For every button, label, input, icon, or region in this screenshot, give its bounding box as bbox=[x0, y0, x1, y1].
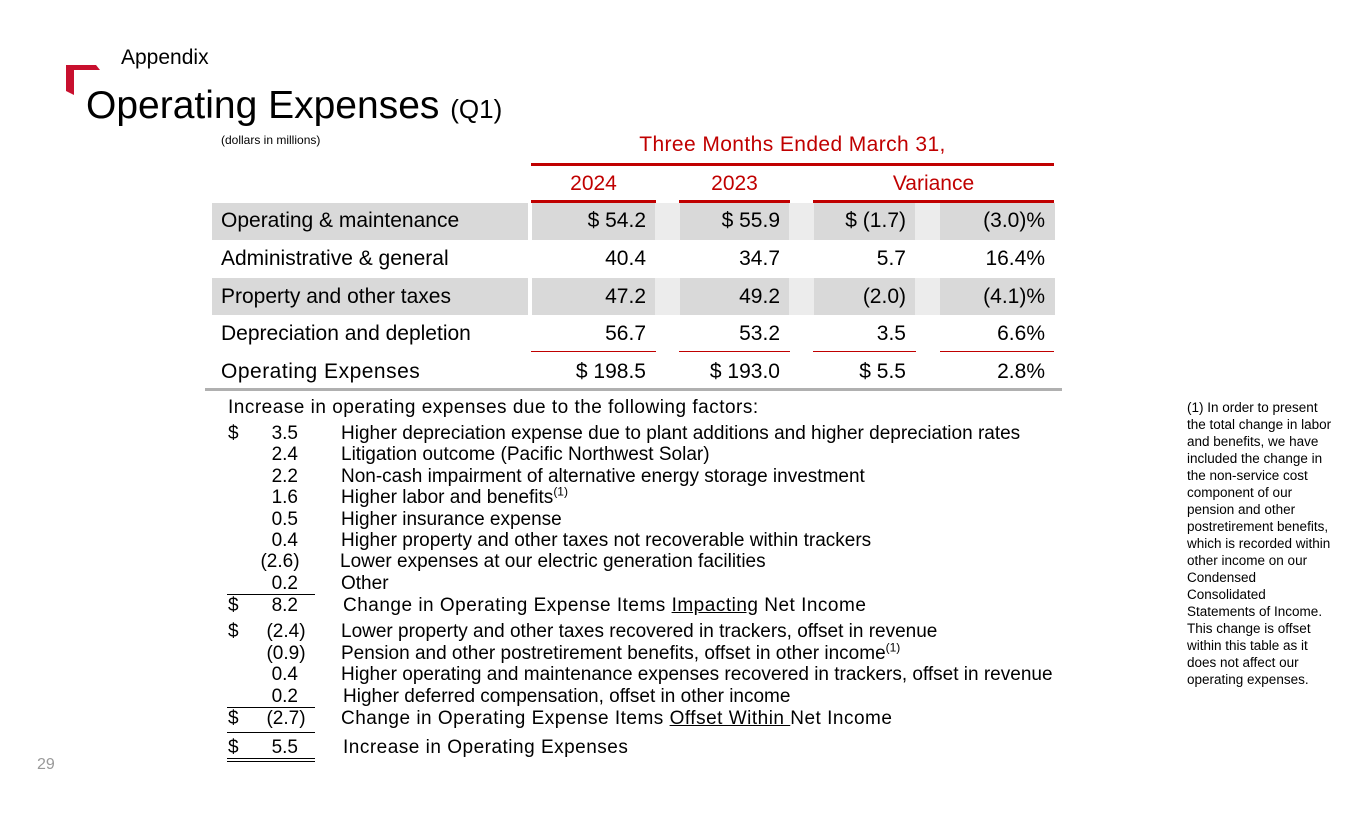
factor-amount: 0.5 bbox=[271, 509, 298, 530]
factor-amount: 0.2 bbox=[271, 686, 298, 707]
factor-amount: (2.6) bbox=[260, 551, 300, 572]
row-label: Property and other taxes bbox=[221, 285, 451, 308]
page-title bbox=[86, 84, 502, 128]
subtotal-rule bbox=[813, 351, 916, 352]
column-gap bbox=[789, 278, 814, 315]
column-gap bbox=[655, 203, 680, 240]
cell-2023: $ 55.9 bbox=[721, 209, 780, 232]
cell-variance-amount: 3.5 bbox=[876, 322, 906, 345]
factor-amount: 2.2 bbox=[271, 466, 298, 487]
factor-amount: (2.7) bbox=[266, 708, 306, 729]
row-label: Administrative & general bbox=[221, 247, 449, 270]
factor-text bbox=[341, 484, 568, 509]
cell-variance-percent: 6.6% bbox=[997, 322, 1045, 345]
factor-text: Higher property and other taxes not recoverable within trackers bbox=[341, 530, 872, 551]
cell-variance-percent: 16.4% bbox=[985, 247, 1045, 270]
factor-text: Lower property and other taxes recovered in trackers, offset in revenue bbox=[341, 621, 938, 642]
units-note: (dollars in millions) bbox=[221, 133, 321, 147]
total-label: Operating Expenses bbox=[221, 360, 421, 383]
section-label: Appendix bbox=[121, 46, 209, 69]
factor-amount: 0.4 bbox=[271, 664, 298, 685]
period-header: Three Months Ended March 31, bbox=[639, 133, 946, 156]
footnote-ref: (1) bbox=[553, 484, 568, 499]
factor-amount: 2.4 bbox=[271, 444, 298, 465]
total-variance-percent: 2.8% bbox=[997, 360, 1045, 383]
row-label: Depreciation and depletion bbox=[221, 322, 471, 345]
factor-text: Other bbox=[341, 573, 389, 594]
factor-text-main: Higher labor and benefits bbox=[341, 487, 554, 508]
cell-2023: 53.2 bbox=[739, 322, 780, 345]
factors-heading: Increase in operating expenses due to the following factors: bbox=[228, 397, 759, 418]
subtotal-rule bbox=[940, 351, 1054, 352]
footnote-ref: (1) bbox=[885, 640, 901, 655]
column-header-2024: 2024 bbox=[570, 172, 617, 195]
factor-text: Higher depreciation expense due to plant additions and higher depreciation rates bbox=[341, 423, 1021, 444]
factor-text-main: Pension and other postretirement benefits, offset in other income bbox=[341, 643, 886, 664]
cell-2024: 56.7 bbox=[605, 322, 646, 345]
total-variance-amount: $ 5.5 bbox=[859, 360, 906, 383]
page-title-suffix: (Q1) bbox=[450, 94, 503, 124]
factor-text: Higher deferred compensation, offset in other income bbox=[343, 686, 791, 707]
table-bottom-rule bbox=[205, 388, 1062, 391]
cell-variance-percent: (3.0)% bbox=[983, 209, 1045, 232]
column-header-variance: Variance bbox=[892, 172, 975, 195]
offset-total-text bbox=[341, 708, 892, 730]
factor-amount: 1.6 bbox=[271, 487, 298, 508]
column-header-2023: 2023 bbox=[711, 172, 758, 195]
subtotal-rule bbox=[531, 351, 656, 352]
total-2024: $ 198.5 bbox=[575, 360, 646, 383]
column-gap bbox=[915, 203, 940, 240]
period-header-rule bbox=[531, 163, 1054, 166]
cell-variance-amount: 5.7 bbox=[876, 247, 906, 270]
page-title-text: Operating Expenses bbox=[86, 84, 440, 127]
subtotal-rule bbox=[679, 351, 790, 352]
factor-text: Lower expenses at our electric generation facilities bbox=[340, 551, 766, 572]
factor-amount: 3.5 bbox=[271, 423, 298, 444]
cell-2024: 47.2 bbox=[605, 285, 646, 308]
total-2023: $ 193.0 bbox=[709, 360, 780, 383]
factor-amount: 8.2 bbox=[271, 595, 298, 616]
impacting-total-text-pre: Change in Operating Expense Items bbox=[343, 595, 672, 616]
currency-symbol: $ bbox=[228, 708, 239, 729]
grand-total-text: Increase in Operating Expenses bbox=[343, 737, 629, 758]
page-number: 29 bbox=[37, 756, 55, 773]
factor-text bbox=[341, 640, 901, 665]
factor-text: Non-cash impairment of alternative energy storage investment bbox=[341, 466, 865, 487]
offset-total-text-underlined: Offset Within bbox=[669, 708, 791, 729]
row-label: Operating & maintenance bbox=[221, 209, 460, 232]
impacting-total-text-post: Net Income bbox=[758, 595, 867, 616]
currency-symbol: $ bbox=[228, 595, 239, 616]
offset-total-text-pre: Change in Operating Expense Items bbox=[341, 708, 670, 729]
currency-symbol: $ bbox=[228, 423, 239, 444]
cell-variance-amount: (2.0) bbox=[862, 285, 906, 308]
cell-variance-amount: $ (1.7) bbox=[845, 209, 906, 232]
offset-total-text-post: Net Income bbox=[790, 708, 893, 729]
column-gap bbox=[915, 278, 940, 315]
cell-2024: $ 54.2 bbox=[587, 209, 646, 232]
factor-amount: (0.9) bbox=[266, 643, 306, 664]
factor-amount: (2.4) bbox=[266, 621, 306, 642]
factor-text: Higher insurance expense bbox=[341, 509, 562, 530]
grand-total-double-rule bbox=[227, 758, 315, 759]
currency-symbol: $ bbox=[228, 737, 239, 758]
factor-text: Higher operating and maintenance expenses recovered in trackers, offset in revenue bbox=[341, 664, 1053, 685]
impacting-total-text bbox=[343, 595, 866, 617]
cell-variance-percent: (4.1)% bbox=[983, 285, 1045, 308]
currency-symbol: $ bbox=[228, 621, 239, 642]
factor-text: Litigation outcome (Pacific Northwest Solar) bbox=[341, 444, 710, 465]
cell-2023: 49.2 bbox=[739, 285, 780, 308]
column-gap bbox=[789, 203, 814, 240]
subtotal-rule bbox=[227, 732, 315, 733]
factor-amount: 5.5 bbox=[271, 737, 298, 758]
footnote: (1) In order to present the total change in labor and benefits, we have included the change in the non-service cost component of our pension and other postretirement benefits, which is recorded within other income on our Condensed Consolidated Statements of Income. This change is offset within this table as it does not affect our operating expenses. bbox=[1187, 400, 1332, 687]
factor-amount: 0.2 bbox=[271, 573, 298, 594]
factor-amount: 0.4 bbox=[271, 530, 298, 551]
impacting-total-text-underlined: Impacting bbox=[671, 595, 759, 616]
cell-2023: 34.7 bbox=[739, 247, 780, 270]
column-gap bbox=[655, 278, 680, 315]
grand-total-double-rule bbox=[227, 761, 315, 762]
cell-2024: 40.4 bbox=[605, 247, 646, 270]
